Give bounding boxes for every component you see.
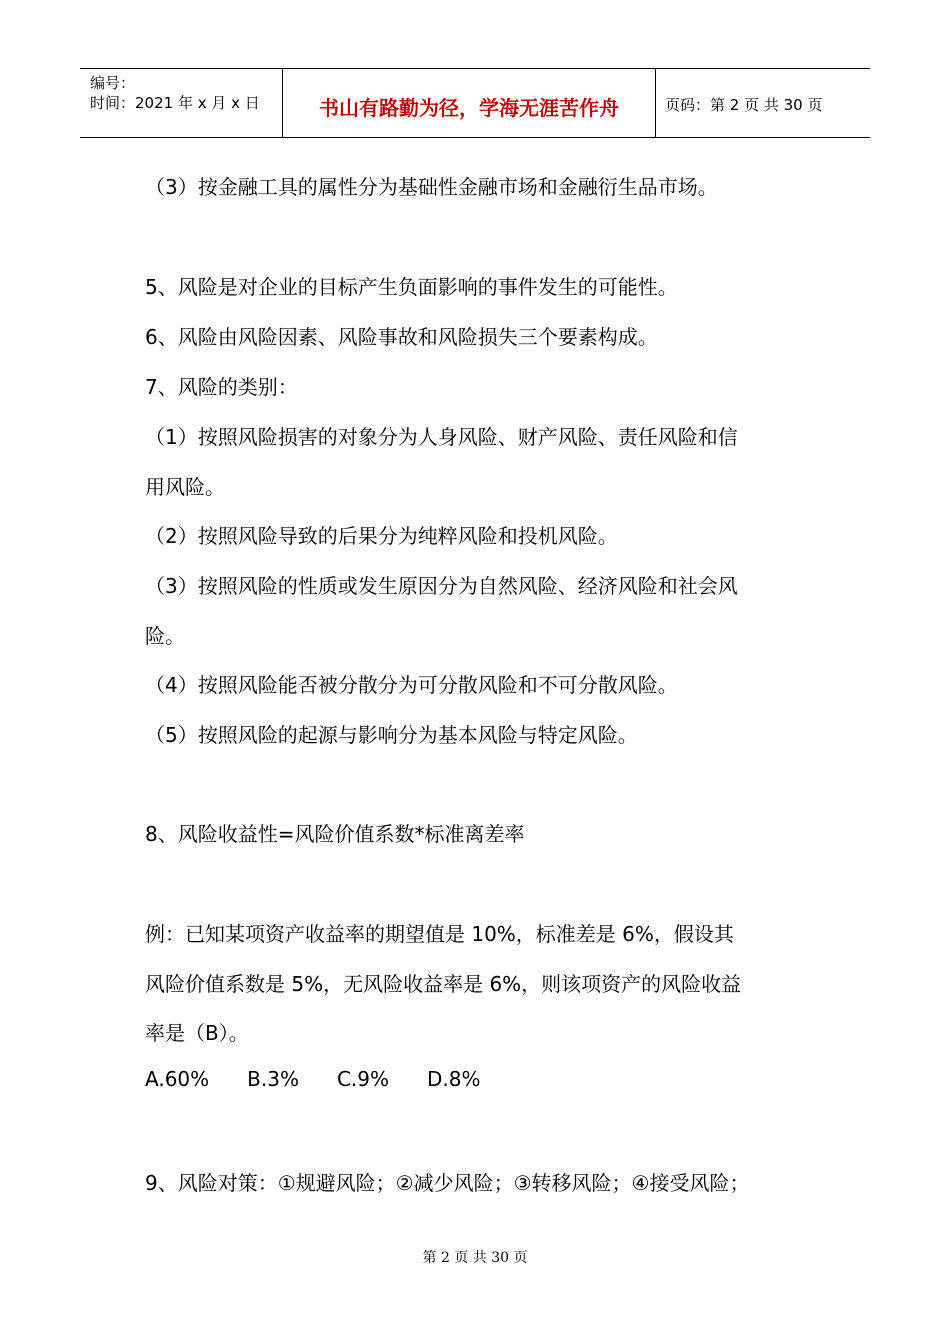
number-label: 编号： [90,74,136,92]
motto: 书山有路勤为径，学海无涯苦作舟 [319,96,619,120]
paragraph-line: 7、风险的类别： [145,375,298,399]
option-b: B.3% [247,1067,299,1091]
paragraph-line: 6、风险由风险因素、风险事故和风险损失三个要素构成。 [145,325,658,349]
formula-line: 8、风险收益性=风险价值系数*标准离差率 [145,822,525,846]
header-left-cell [80,69,282,137]
header-right-cell [655,69,870,137]
paragraph-line: （4）按照风险能否被分散分为可分散风险和不可分散风险。 [145,673,678,697]
paragraph-line: （1）按照风险损害的对象分为人身风险、财产风险、责任风险和信 [145,425,738,449]
header-middle-cell [282,69,656,137]
answer-options [145,1067,815,1091]
paragraph-line: （3）按照风险的性质或发生原因分为自然风险、经济风险和社会风 [145,574,738,598]
page-info: 页码：第 2 页 共 30 页 [665,96,823,114]
paragraph-line: 5、风险是对企业的目标产生负面影响的事件发生的可能性。 [145,275,678,299]
paragraph-line: 9、风险对策：①规避风险；②减少风险；③转移风险；④接受风险； [145,1171,750,1195]
paragraph-line: （2）按照风险导致的后果分为纯粹风险和投机风险。 [145,524,618,548]
paragraph-line: 险。 [145,624,185,648]
paragraph-line: 用风险。 [145,475,225,499]
option-d: D.8% [427,1067,481,1091]
paragraph-line: （5）按照风险的起源与影响分为基本风险与特定风险。 [145,723,638,747]
example-line: 率是（B）。 [145,1021,249,1045]
time-label: 时间：2021 年 x 月 x 日 [90,94,260,112]
paragraph-line: （3）按金融工具的属性分为基础性金融市场和金融衍生品市场。 [145,175,718,199]
page-footer: 第 2 页 共 30 页 [422,1250,528,1266]
example-line: 风险价值系数是 5%，无风险收益率是 6%，则该项资产的风险收益 [145,972,742,996]
example-line: 例：已知某项资产收益率的期望值是 10%，标准差是 6%，假设其 [145,922,734,946]
option-c: C.9% [336,1067,390,1091]
document-header [80,68,870,138]
option-a: A.60% [145,1067,210,1091]
